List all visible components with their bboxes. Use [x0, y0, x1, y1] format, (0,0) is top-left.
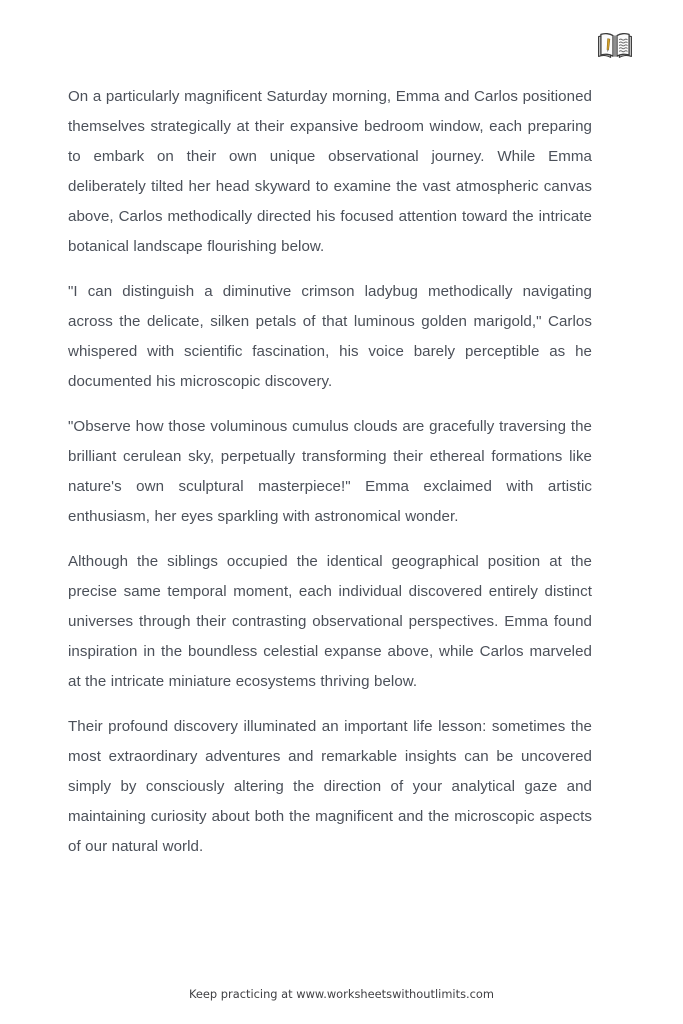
paragraph: Their profound discovery illuminated an important life lesson: sometimes the most extraordinary adventures and remarkable insights can be uncovered simply by consciously altering the direction of your analytical gaze and maintaining curiosity about both the magnificent and the microscopic aspects of our natural world.: [68, 718, 592, 855]
page-header: [0, 0, 683, 78]
paragraph: On a particularly magnificent Saturday morning, Emma and Carlos positioned themselves strategically at their expansive bedroom window, each preparing to embark on their own unique observational journey. While Emma deliberately tilted her head skyward to examine the vast atmospheric canvas above, Carlos methodically directed his focused attention toward the intricate botanical landscape flourishing below.: [68, 88, 592, 255]
paragraph: "I can distinguish a diminutive crimson ladybug methodically navigating across the delicate, silken petals of that luminous golden marigold," Carlos whispered with scientific fascination, his voice barely perceptible as he documented his microscopic discovery.: [68, 283, 592, 390]
document-body: [68, 82, 592, 862]
page-footer: [0, 982, 683, 1024]
footer-text: Keep practicing at www.worksheetswithoutlimits.com: [188, 987, 495, 1001]
open-book-with-pencil-icon: [596, 27, 634, 65]
paragraph: Although the siblings occupied the identical geographical position at the precise same temporal moment, each individual discovered entirely distinct universes through their contrasting observational perspectives. Emma found inspiration in the boundless celestial expanse above, while Carlos marveled at the intricate miniature ecosystems thriving below.: [68, 553, 592, 690]
paragraph: "Observe how those voluminous cumulus clouds are gracefully traversing the brilliant cerulean sky, perpetually transforming their ethereal formations like nature's own sculptural masterpiece!" Emma exclaimed with artistic enthusiasm, her eyes sparkling with astronomical wonder.: [68, 418, 592, 525]
